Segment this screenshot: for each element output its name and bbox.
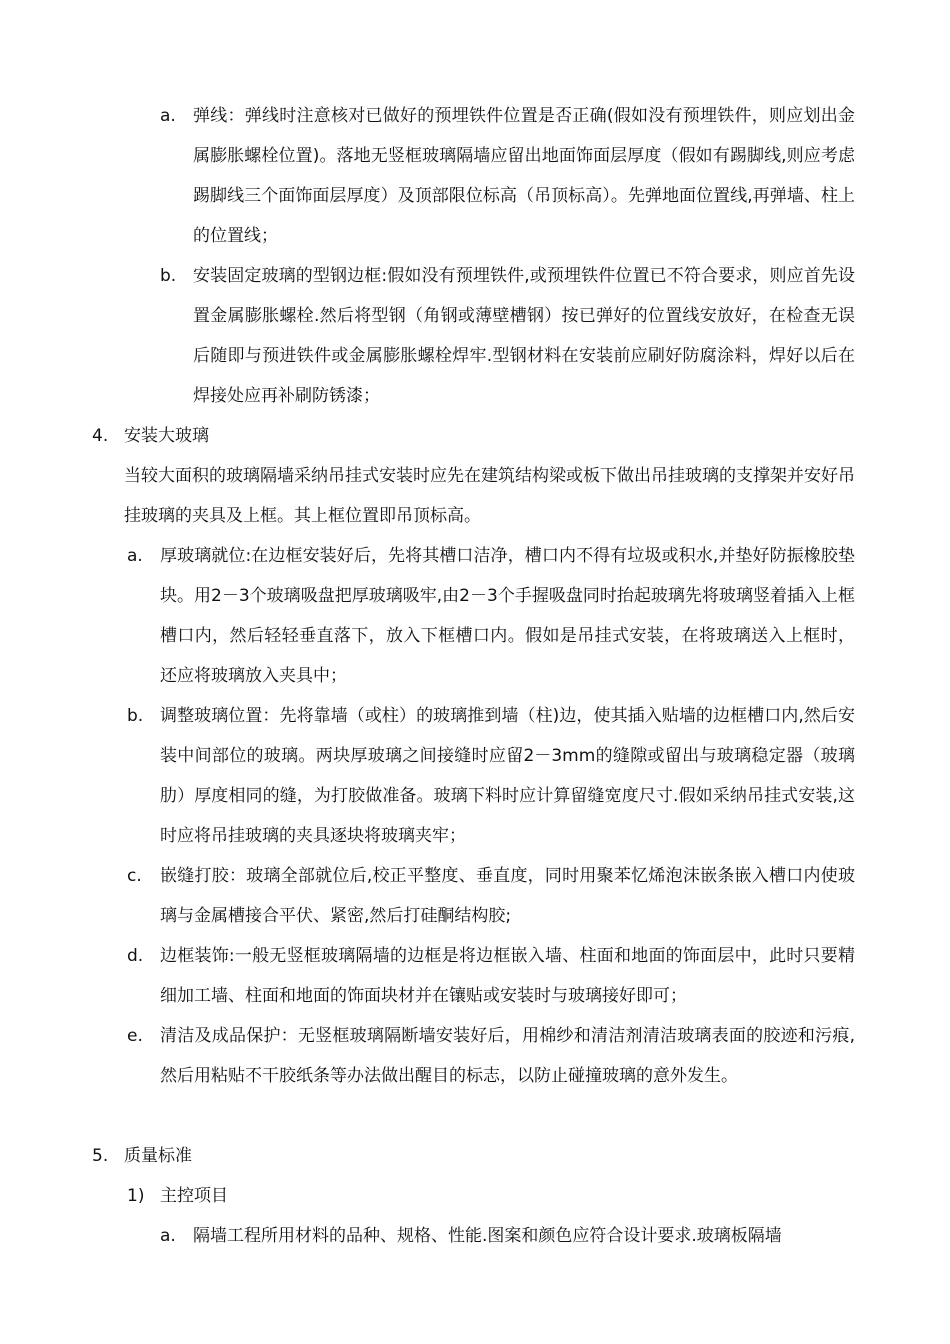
paragraph-4d: 边框装饰:一般无竖框玻璃隔墙的边框是将边框嵌入墙、柱面和地面的饰面层中，此时只要精细加工墙、柱面和地面的饰面块材并在镶贴或安装时与玻璃接好即可； (160, 946, 855, 1006)
section-heading: 质量标准 (124, 1146, 192, 1166)
section-4 (0, 416, 950, 536)
subsection-5-1 (0, 1176, 950, 1216)
list-marker: d. (127, 946, 144, 966)
list-item-4d (0, 936, 950, 1016)
paragraph-4e: 清洁及成品保护：无竖框玻璃隔断墙安装好后，用棉纱和清洁剂清洁玻璃表面的胶迹和污痕,然后用粘贴不干胶纸条等办法做出醒目的标志，以防止碰撞玻璃的意外发生。 (160, 1026, 855, 1086)
list-item-4a (0, 536, 950, 696)
section-number: 4. (92, 426, 109, 446)
list-marker: a. (127, 546, 143, 566)
list-marker: e. (127, 1026, 143, 1046)
paragraph-3a: 弹线：弹线时注意核对已做好的预埋铁件位置是否正确(假如没有预埋铁件，则应划出金属膨胀螺栓位置)。落地无竖框玻璃隔墙应留出地面饰面层厚度（假如有踢脚线,则应考虑踢脚线三个面饰面层厚度）及顶部限位标高（吊顶标高）。先弹地面位置线,再弹墙、柱上的位置线； (193, 106, 855, 246)
list-marker: c. (127, 866, 142, 886)
section-number: 5. (92, 1146, 109, 1166)
section-heading: 安装大玻璃 (124, 426, 209, 446)
paragraph-5-1a: 隔墙工程所用材料的品种、规格、性能.图案和颜色应符合设计要求.玻璃板隔墙 (193, 1226, 782, 1246)
list-marker: a. (160, 106, 176, 126)
paragraph-4c: 嵌缝打胶：玻璃全部就位后,校正平整度、垂直度，同时用聚苯忆烯泡沫嵌条嵌入槽口内使玻璃与金属槽接合平伏、紧密,然后打硅酮结构胶; (160, 866, 855, 926)
list-item-4b (0, 696, 950, 856)
list-item-4c (0, 856, 950, 936)
paragraph-3b: 安装固定玻璃的型钢边框:假如没有预埋铁件,或预埋铁件位置已不符合要求，则应首先设置金属膨胀螺栓.然后将型钢（角钢或薄壁槽钢）按已弹好的位置线安放好，在检查无误后随即与预进铁件或金属膨胀螺栓焊牢.型钢材料在安装前应刷好防腐涂料，焊好以后在焊接处应再补刷防锈漆； (193, 266, 855, 406)
list-item-3a (0, 96, 950, 256)
section-intro: 当较大面积的玻璃隔墙采纳吊挂式安装时应先在建筑结构梁或板下做出吊挂玻璃的支撑架并安好吊挂玻璃的夹具及上框。其上框位置即吊顶标高。 (124, 466, 855, 526)
list-marker: b. (127, 706, 144, 726)
paragraph-4a: 厚玻璃就位:在边框安装好后，先将其槽口洁净，槽口内不得有垃圾或积水,并垫好防振橡胶垫块。用2－3个玻璃吸盘把厚玻璃吸牢,由2－3个手握吸盘同时抬起玻璃先将玻璃竖着插入上框槽口内，然后轻轻垂直落下，放入下框槽口内。假如是吊挂式安装，在将玻璃送入上框时，还应将玻璃放入夹具中； (160, 546, 855, 686)
list-marker: a. (160, 1226, 176, 1246)
subsection-number: 1) (127, 1186, 145, 1206)
paragraph-4b: 调整玻璃位置：先将靠墙（或柱）的玻璃推到墙（柱)边，使其插入贴墙的边框槽口内,然后安装中间部位的玻璃。两块厚玻璃之间接缝时应留2－3mm的缝隙或留出与玻璃稳定器（玻璃肋）厚度相同的缝，为打胶做准备。玻璃下料时应计算留缝宽度尺寸.假如采纳吊挂式安装,这时应将吊挂玻璃的夹具逐块将玻璃夹牢； (160, 706, 855, 846)
list-item-5-1a (0, 1216, 950, 1256)
list-item-4e (0, 1016, 950, 1136)
list-marker: b. (160, 266, 177, 286)
list-item-3b (0, 256, 950, 416)
subsection-heading: 主控项目 (160, 1186, 228, 1206)
section-5 (0, 1136, 950, 1176)
